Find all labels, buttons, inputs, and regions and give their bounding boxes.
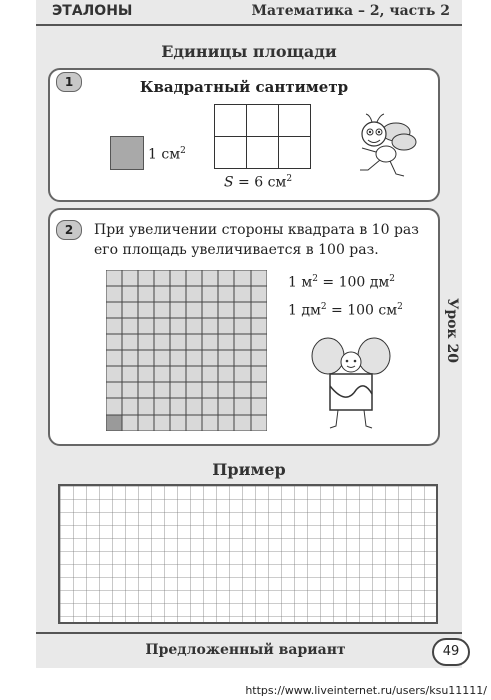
equation-dm2-cm2: 1 $дм^2 = 100$ $см^2$ — [288, 302, 403, 319]
card2-line1: При увеличении стороны квадрата в 10 раз — [94, 222, 419, 238]
page-title: Единицы площади — [161, 42, 337, 61]
card1-title: Квадратный сантиметр — [139, 78, 349, 96]
bee-illustration — [346, 112, 426, 182]
card1-number-tab: 1 — [56, 72, 82, 92]
footer-rule — [36, 632, 462, 634]
page-number: 49 — [432, 638, 470, 666]
area-formula: S = 6 $см^2$ — [224, 174, 293, 191]
header-rule — [36, 24, 462, 26]
header-left: ЭТАЛОНЫ — [52, 3, 133, 19]
page-header — [36, 0, 462, 26]
card-square-centimeter — [48, 68, 440, 202]
example-drawing-grid[interactable] — [58, 484, 438, 624]
unit-square-label: 1 $см^2$ — [148, 146, 186, 163]
lesson-side-label: Урок 20 — [444, 298, 460, 363]
equation-m2-dm2: 1 $м^2 = 100$ $дм^2$ — [288, 274, 396, 291]
unit-square-icon — [110, 136, 144, 170]
footer-caption: Предложенный вариант — [145, 642, 346, 658]
card2-number-tab: 2 — [56, 220, 82, 240]
source-url: https://www.liveinternet.ru/users/ksu11111/ — [245, 684, 487, 697]
card2-line2: его площадь увеличивается в 100 раз. — [94, 242, 379, 258]
header-right: Математика – 2, часть 2 — [251, 3, 450, 19]
example-title: Пример — [212, 460, 286, 479]
hundred-square-grid — [106, 270, 267, 431]
six-square-grid — [214, 104, 311, 169]
bee-with-frame-illustration — [306, 334, 396, 434]
